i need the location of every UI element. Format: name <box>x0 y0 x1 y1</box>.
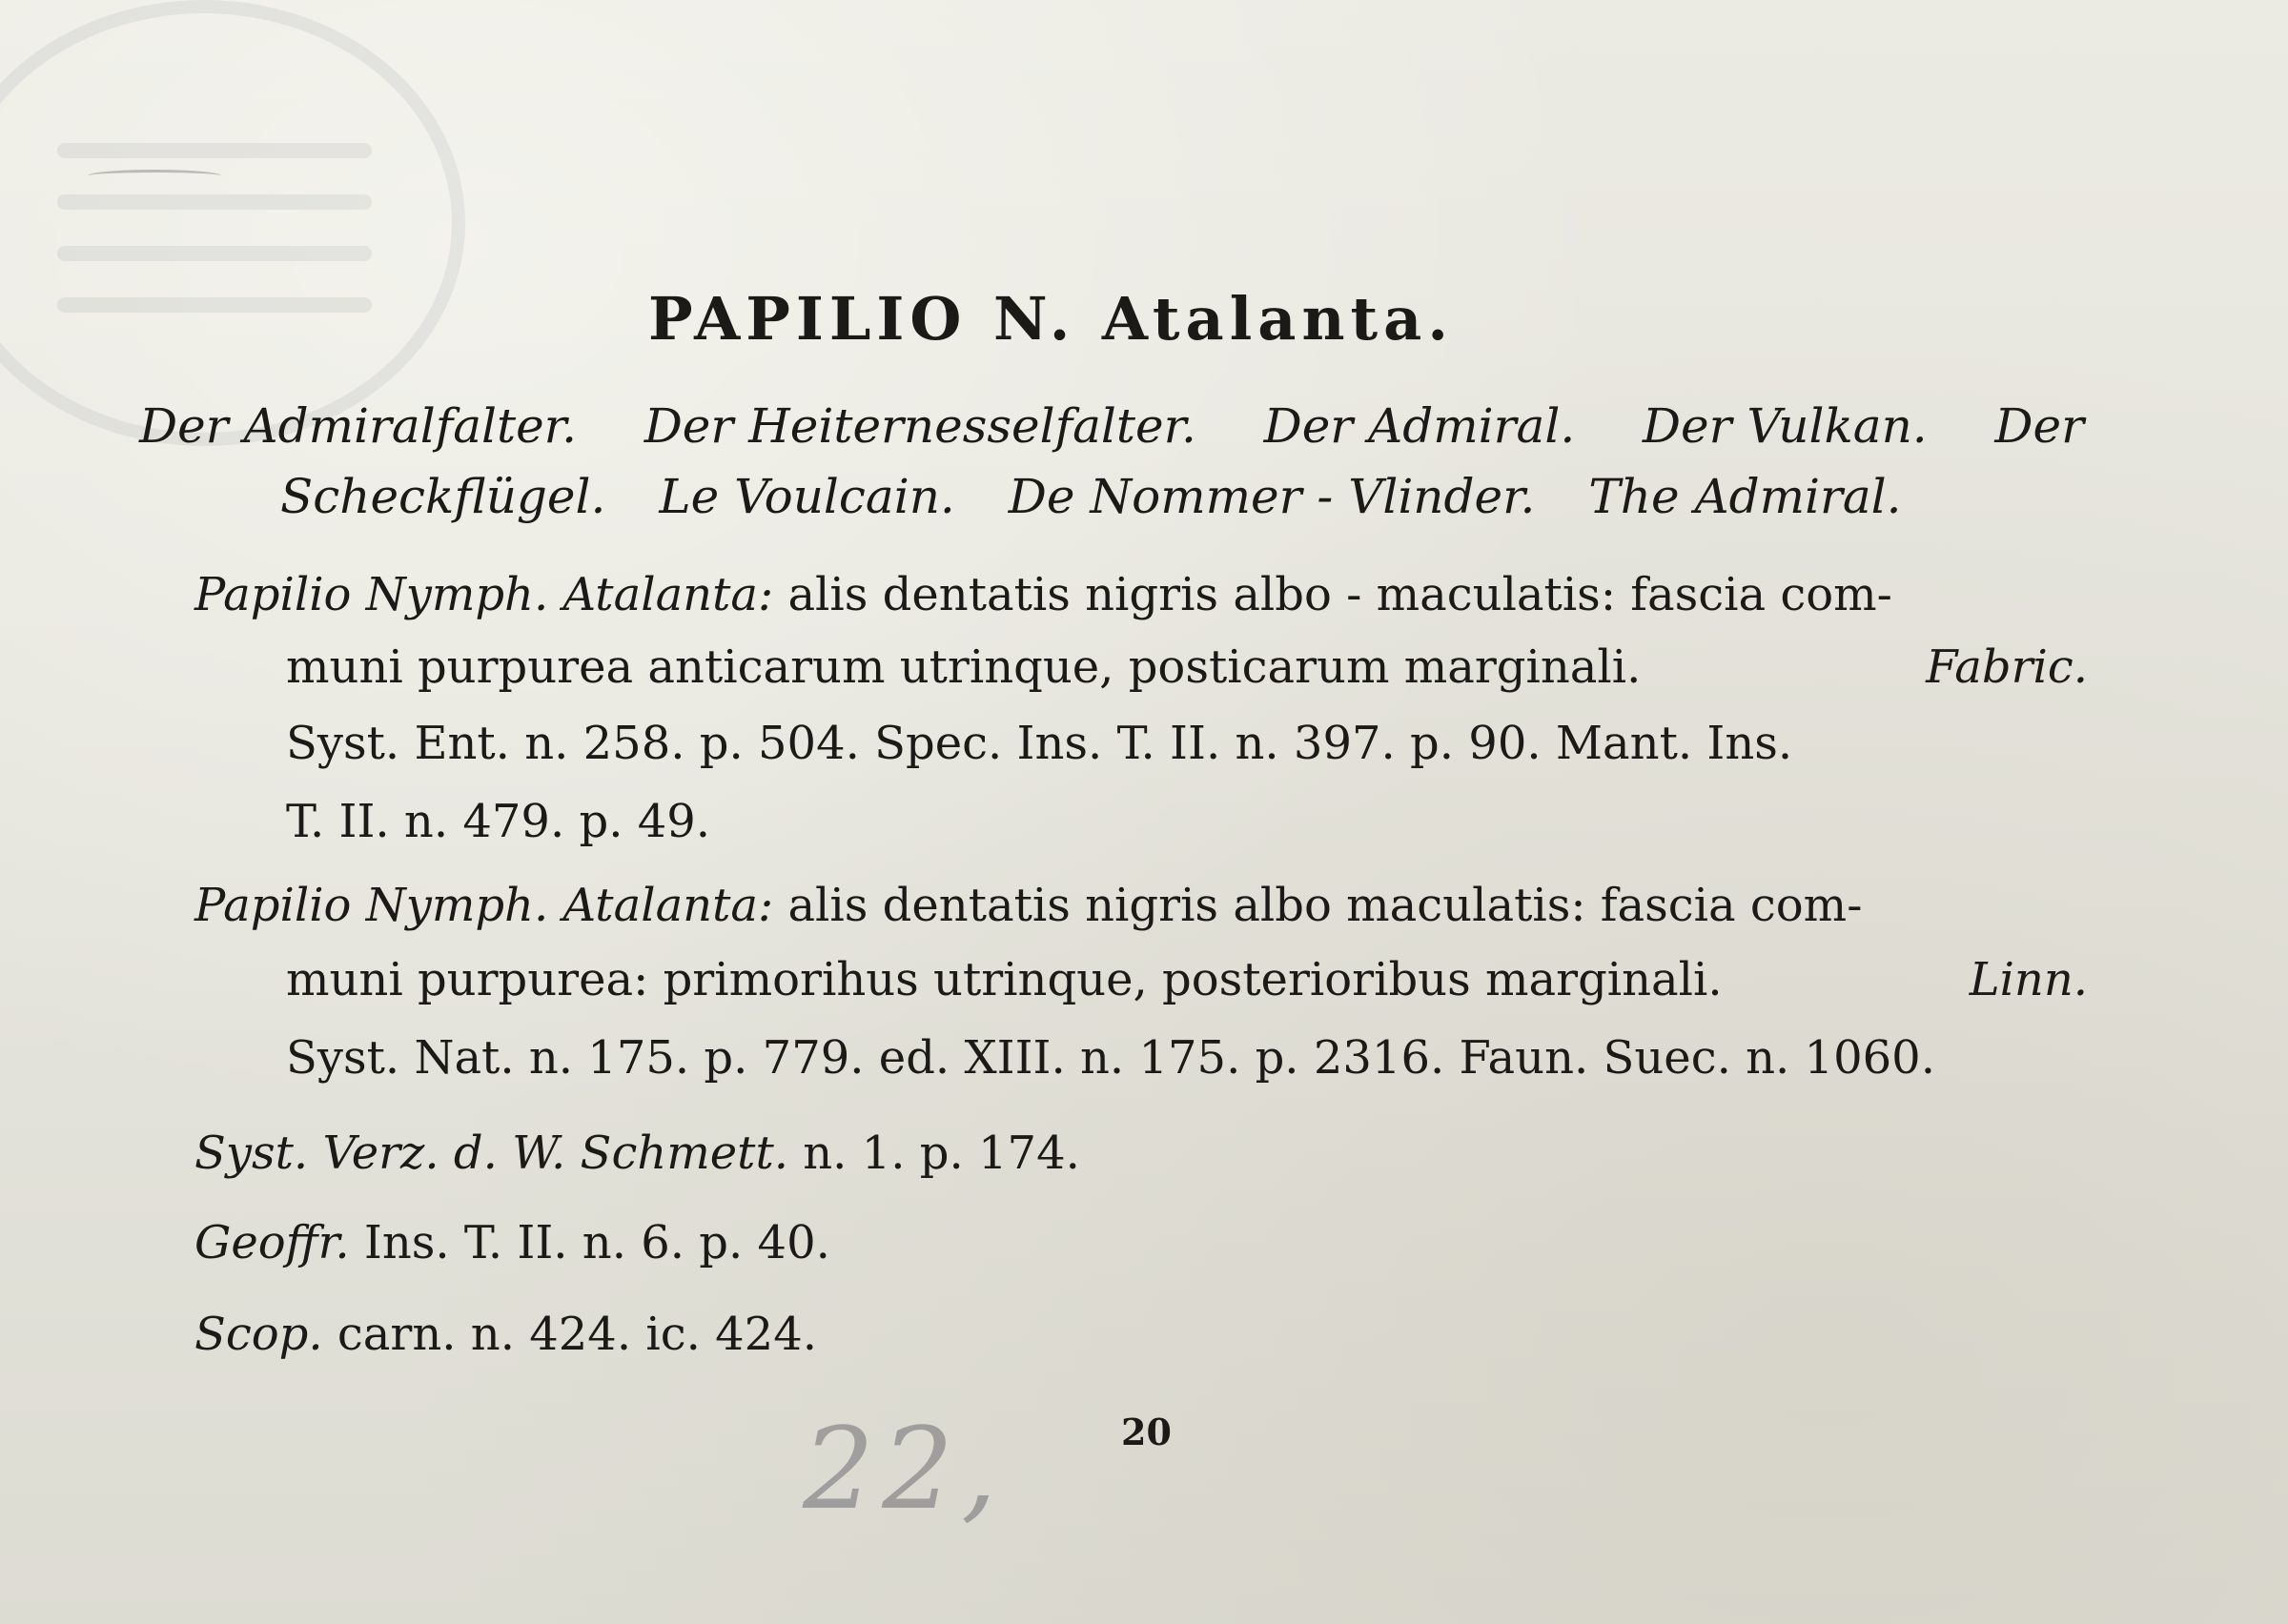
citation-author: Linn. <box>1969 953 2088 1006</box>
citation-author: Fabric. <box>1926 640 2088 694</box>
page-number: 20 <box>1121 1411 1172 1453</box>
ref-text: Ins. T. II. n. 6. p. 40. <box>363 1216 830 1269</box>
common-names-line-1 <box>139 398 2084 454</box>
linn-line-1 <box>194 879 1862 932</box>
common-names-line-2 <box>280 469 1958 524</box>
fabric-line-2 <box>286 640 2088 694</box>
fabric-line-4: T. II. n. 479. p. 49. <box>286 795 711 848</box>
common-name: Le Voulcain. <box>659 469 955 524</box>
pencil-annotation: 22, <box>803 1403 1005 1534</box>
ref-lead: Scop. <box>194 1308 323 1361</box>
linn-line-3: Syst. Nat. n. 175. p. 779. ed. XIII. n. 175. p. 2316. Faun. Suec. n. 1060. <box>286 1031 1935 1085</box>
ref-line <box>194 1127 1080 1180</box>
common-name: Der Admiralfalter. <box>139 398 577 454</box>
ref-text: n. 1. p. 174. <box>803 1127 1080 1180</box>
fabric-line-1 <box>194 568 1892 621</box>
citation-lead: Papilio Nymph. Atalanta: <box>194 879 774 932</box>
common-name: De Nommer - Vlinder. <box>1008 469 1536 524</box>
ref-lead: Syst. Verz. d. W. Schmett. <box>194 1127 788 1180</box>
citation-text: alis dentatis nigris albo - maculatis: fascia com- <box>787 568 1892 621</box>
ref-text: carn. n. 424. ic. 424. <box>337 1308 817 1361</box>
fabric-line-3: Syst. Ent. n. 258. p. 504. Spec. Ins. T. II. n. 397. p. 90. Mant. Ins. <box>286 717 1793 770</box>
citation-lead: Papilio Nymph. Atalanta: <box>194 568 774 621</box>
citation-text: muni purpurea: primorihus utrinque, posterioribus marginali. <box>286 953 1723 1006</box>
ref-line <box>194 1216 830 1269</box>
ref-lead: Geoffr. <box>194 1216 350 1269</box>
common-name: The Admiral. <box>1588 469 1902 524</box>
common-name: Der Vulkan. <box>1642 398 1928 454</box>
common-name: Der <box>1994 398 2084 454</box>
common-name: Der Heiternesselfalter. <box>644 398 1196 454</box>
citation-text: alis dentatis nigris albo maculatis: fascia com- <box>787 879 1863 932</box>
pencil-squiggle <box>88 170 221 182</box>
page-title: PAPILIO N. Atalanta. <box>648 284 1454 354</box>
citation-text: muni purpurea anticarum utrinque, posticarum marginali. <box>286 640 1642 694</box>
linn-line-2 <box>286 953 2088 1006</box>
ref-line <box>194 1308 817 1361</box>
common-name: Scheckflügel. <box>280 469 606 524</box>
common-name: Der Admiral. <box>1263 398 1576 454</box>
